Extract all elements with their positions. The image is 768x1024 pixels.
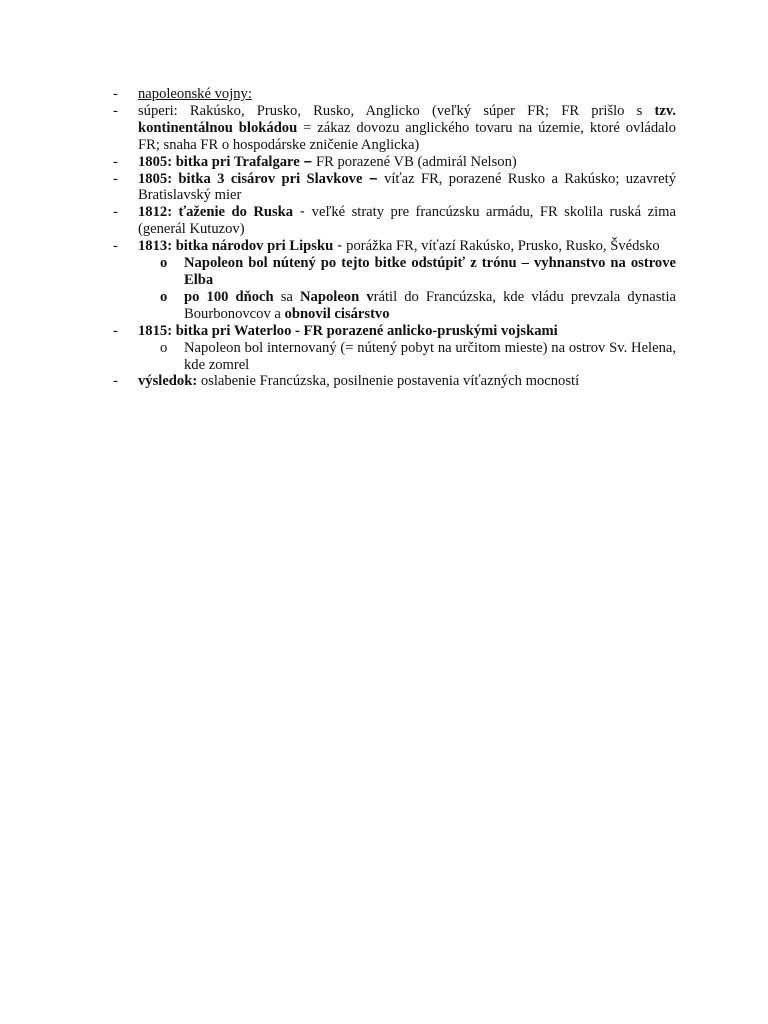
slavkov-title: 1805: bitka 3 cisárov pri Slavkove [138, 170, 363, 187]
document-body [113, 86, 676, 390]
list-item-trafalgar [113, 154, 676, 171]
list-item-russia [113, 204, 676, 238]
return-text: rátil do Francúzska, kde vládu prevzala dynastia Bourbonovcov a [184, 288, 676, 322]
dash-bullet: - [113, 153, 118, 170]
russia-sep: - [293, 204, 312, 221]
napoleon-bold: Napoleon v [300, 288, 374, 305]
list-item-rivals [113, 103, 676, 154]
list-item-heading [113, 86, 676, 103]
russia-title: 1812: ťaženie do Ruska [138, 204, 294, 221]
elba-text: Napoleon bol nútený po tejto bitke odstúpiť z trónu – vyhnanstvo na ostrove Elba [184, 255, 676, 288]
list-item-waterloo [113, 323, 676, 374]
rivals-bold: tzv. kontinentálnou blokádou [138, 102, 676, 136]
rivals-text: súperi: Rakúsko, Prusko, Rusko, Anglicko (veľký súper FR; FR prišlo s [138, 102, 655, 119]
hundred-days-text: sa [273, 288, 301, 305]
sublist-item-100-days [138, 289, 676, 323]
circle-bullet: o [160, 255, 168, 272]
dash-bullet: - [113, 204, 118, 221]
helena-text: Napoleon bol internovaný (= nútený pobyt na určitom mieste) na ostrov Sv. Helena, kde zomrel [184, 339, 676, 373]
leipzig-sep: - [333, 238, 347, 255]
bullet-list [113, 86, 676, 390]
sublist-item-helena [138, 340, 676, 374]
section-heading: napoleonské vojny: [138, 86, 252, 102]
dash-bullet: - [113, 86, 118, 102]
list-item-result [113, 373, 676, 390]
dash-bullet: - [113, 373, 118, 390]
rivals-text-cont: = zákaz dovozu anglického tovaru na územie, ktoré ovládalo FR; snaha FR o hospodárske zničenie Anglicka) [138, 119, 676, 153]
dash-bullet: - [113, 322, 118, 339]
trafalgar-text: FR porazené VB (admirál Nelson) [315, 153, 517, 170]
leipzig-title: 1813: bitka národov pri Lipsku [138, 238, 334, 255]
waterloo-title: 1815: bitka pri Waterloo - FR porazené anlicko-pruskými vojskami [138, 322, 558, 339]
slavkov-text: víťaz FR, porazené Rusko a Rakúsko; uzavretý Bratislavský mier [138, 170, 676, 204]
leipzig-sublist [138, 255, 676, 323]
dash-bullet: - [113, 102, 118, 119]
waterloo-sublist [138, 340, 676, 374]
trafalgar-sep: – [299, 153, 316, 170]
circle-bullet: o [160, 339, 168, 356]
result-text: oslabenie Francúzska, posilnenie postavenia víťazných mocností [197, 373, 580, 390]
list-item-slavkov [113, 171, 676, 205]
russia-text: veľké straty pre francúzsku armádu, FR skolila ruská zima (generál Kutuzov) [138, 204, 676, 238]
trafalgar-title: 1805: bitka pri Trafalgare [138, 153, 300, 170]
circle-bullet: o [160, 288, 168, 305]
sublist-item-elba [138, 255, 676, 289]
dash-bullet: - [113, 170, 118, 187]
hundred-days-bold: po 100 dňoch [184, 288, 274, 305]
result-label: výsledok: [138, 373, 198, 390]
dash-bullet: - [113, 238, 118, 255]
empire-bold: obnovil cisárstvo [284, 305, 390, 322]
leipzig-text: porážka FR, víťazí Rakúsko, Prusko, Rusko, Švédsko [346, 238, 660, 255]
list-item-leipzig [113, 238, 676, 323]
slavkov-sep: – [362, 170, 385, 187]
